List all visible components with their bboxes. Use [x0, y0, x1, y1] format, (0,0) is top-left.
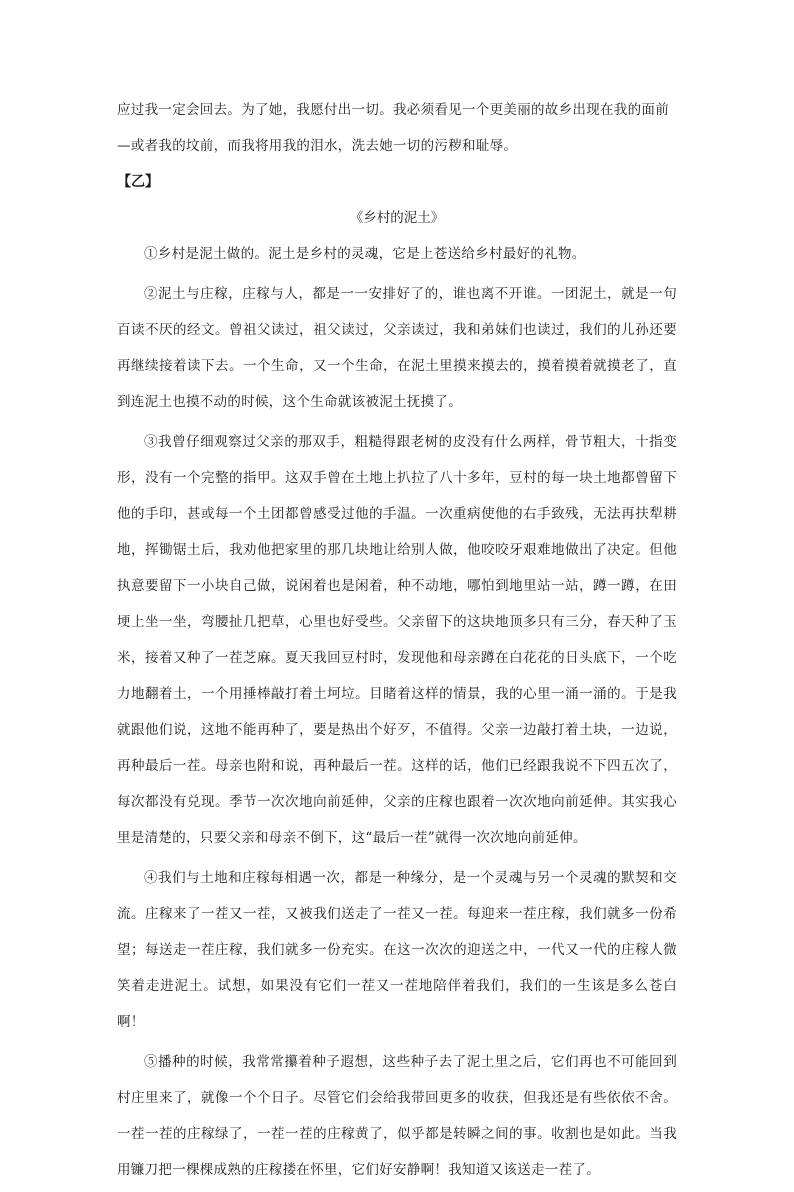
- paragraph-4: ④我们与土地和庄稼每相遇一次，都是一种缘分，是一个灵魂与另一个灵魂的默契和交流。庄稼来了一茬又一茬，又被我们送走了一茬又一茬。每迎来一茬庄稼，我们就多一份希望；每送走一茬庄稼，我们就多一份充实。在这一次次的迎送之中，一代又一代的庄稼人微笑着走进泥土。试想，如果没有它们一茬又一茬地陪伴着我们，我们的一生该是多么苍白啊！: [117, 870, 677, 1030]
- paragraph-5: ⑤播种的时候，我常常攥着种子遐想，这些种子去了泥土里之后，它们再也不可能回到村庄里来了，就像一个个日子。尽管它们会给我带回更多的收获，但我还是有些依依不舍。一茬一茬的庄稼绿了，一茬一茬的庄稼黄了，似乎都是转瞬之间的事。收割也是如此。当我用镰刀把一棵棵成熟的庄稼搂在怀里，它们好安静啊！我知道又该送走一茬了。: [117, 1054, 677, 1178]
- paragraph-3: ③我曾仔细观察过父亲的那双手，粗糙得跟老树的皮没有什么两样，骨节粗大，十指变形，没有一个完整的指甲。这双手曾在土地上扒拉了八十多年，豆村的每一块土地都曾留下他的手印，甚或每一个土团都曾感受过他的手温。一次重病使他的右手致残，无法再扶犁耕地，挥锄锯土后，我劝他把家里的那几块地让给别人做，他咬咬牙艰难地做出了决定。但他执意要留下一小块自己做，说闲着也是闲着，种不动地，哪怕到地里站一站，蹲一蹲，在田埂上坐一坐，弯腰扯几把草，心里也好受些。父亲留下的这块地顶多只有三分，春天种了玉米，接着又种了一茬芝麻。夏天我回豆村时，发现他和母亲蹲在白花花的日头底下，一个吃力地翻着土，一个用捶棒敲打着土坷垃。目睹着这样的情景，我的心里一涌一涌的。于是我就跟他们说，这地不能再种了，要是热出个好歹，不值得。父亲一边敲打着土块，一边说，再种最后一茬。母亲也附和说，再种最后一茬。这样的话，他们已经跟我说不下四五次了，每次都没有兑现。季节一次次地向前延伸，父亲的庄稼也跟着一次次地向前延伸。其实我心里是清楚的，只要父亲和母亲不倒下，这“最后一茬”就得一次次地向前延伸。: [117, 434, 677, 846]
- intro-line-2: —或者我的坟前，而我将用我的泪水，洗去她一切的污秽和耻辱。: [117, 138, 518, 154]
- paragraph-2: ②泥土与庄稼，庄稼与人，都是一一安排好了的，谁也离不开谁。一团泥土，就是一句百读不厌的经文。曾祖父读过，祖父读过，父亲读过，我和弟妹们也读过，我们的儿孙还要再继续接着读下去。一个生命，又一个生命，在泥土里摸来摸去的，摸着摸着就摸老了，直到连泥土也摸不动的时候，这个生命就该被泥土抚摸了。: [117, 286, 677, 410]
- document-page: [117, 92, 677, 1192]
- intro-line-1: 应过我一定会回去。为了她，我愿付出一切。我必须看见一个更美丽的故乡出现在我的面前: [117, 102, 669, 118]
- section-label: 【乙】: [117, 174, 159, 190]
- article-title: 《乡村的泥土》: [349, 210, 445, 226]
- paragraph-1: ①乡村是泥土做的。泥土是乡村的灵魂，它是上苍送给乡村最好的礼物。: [144, 246, 586, 262]
